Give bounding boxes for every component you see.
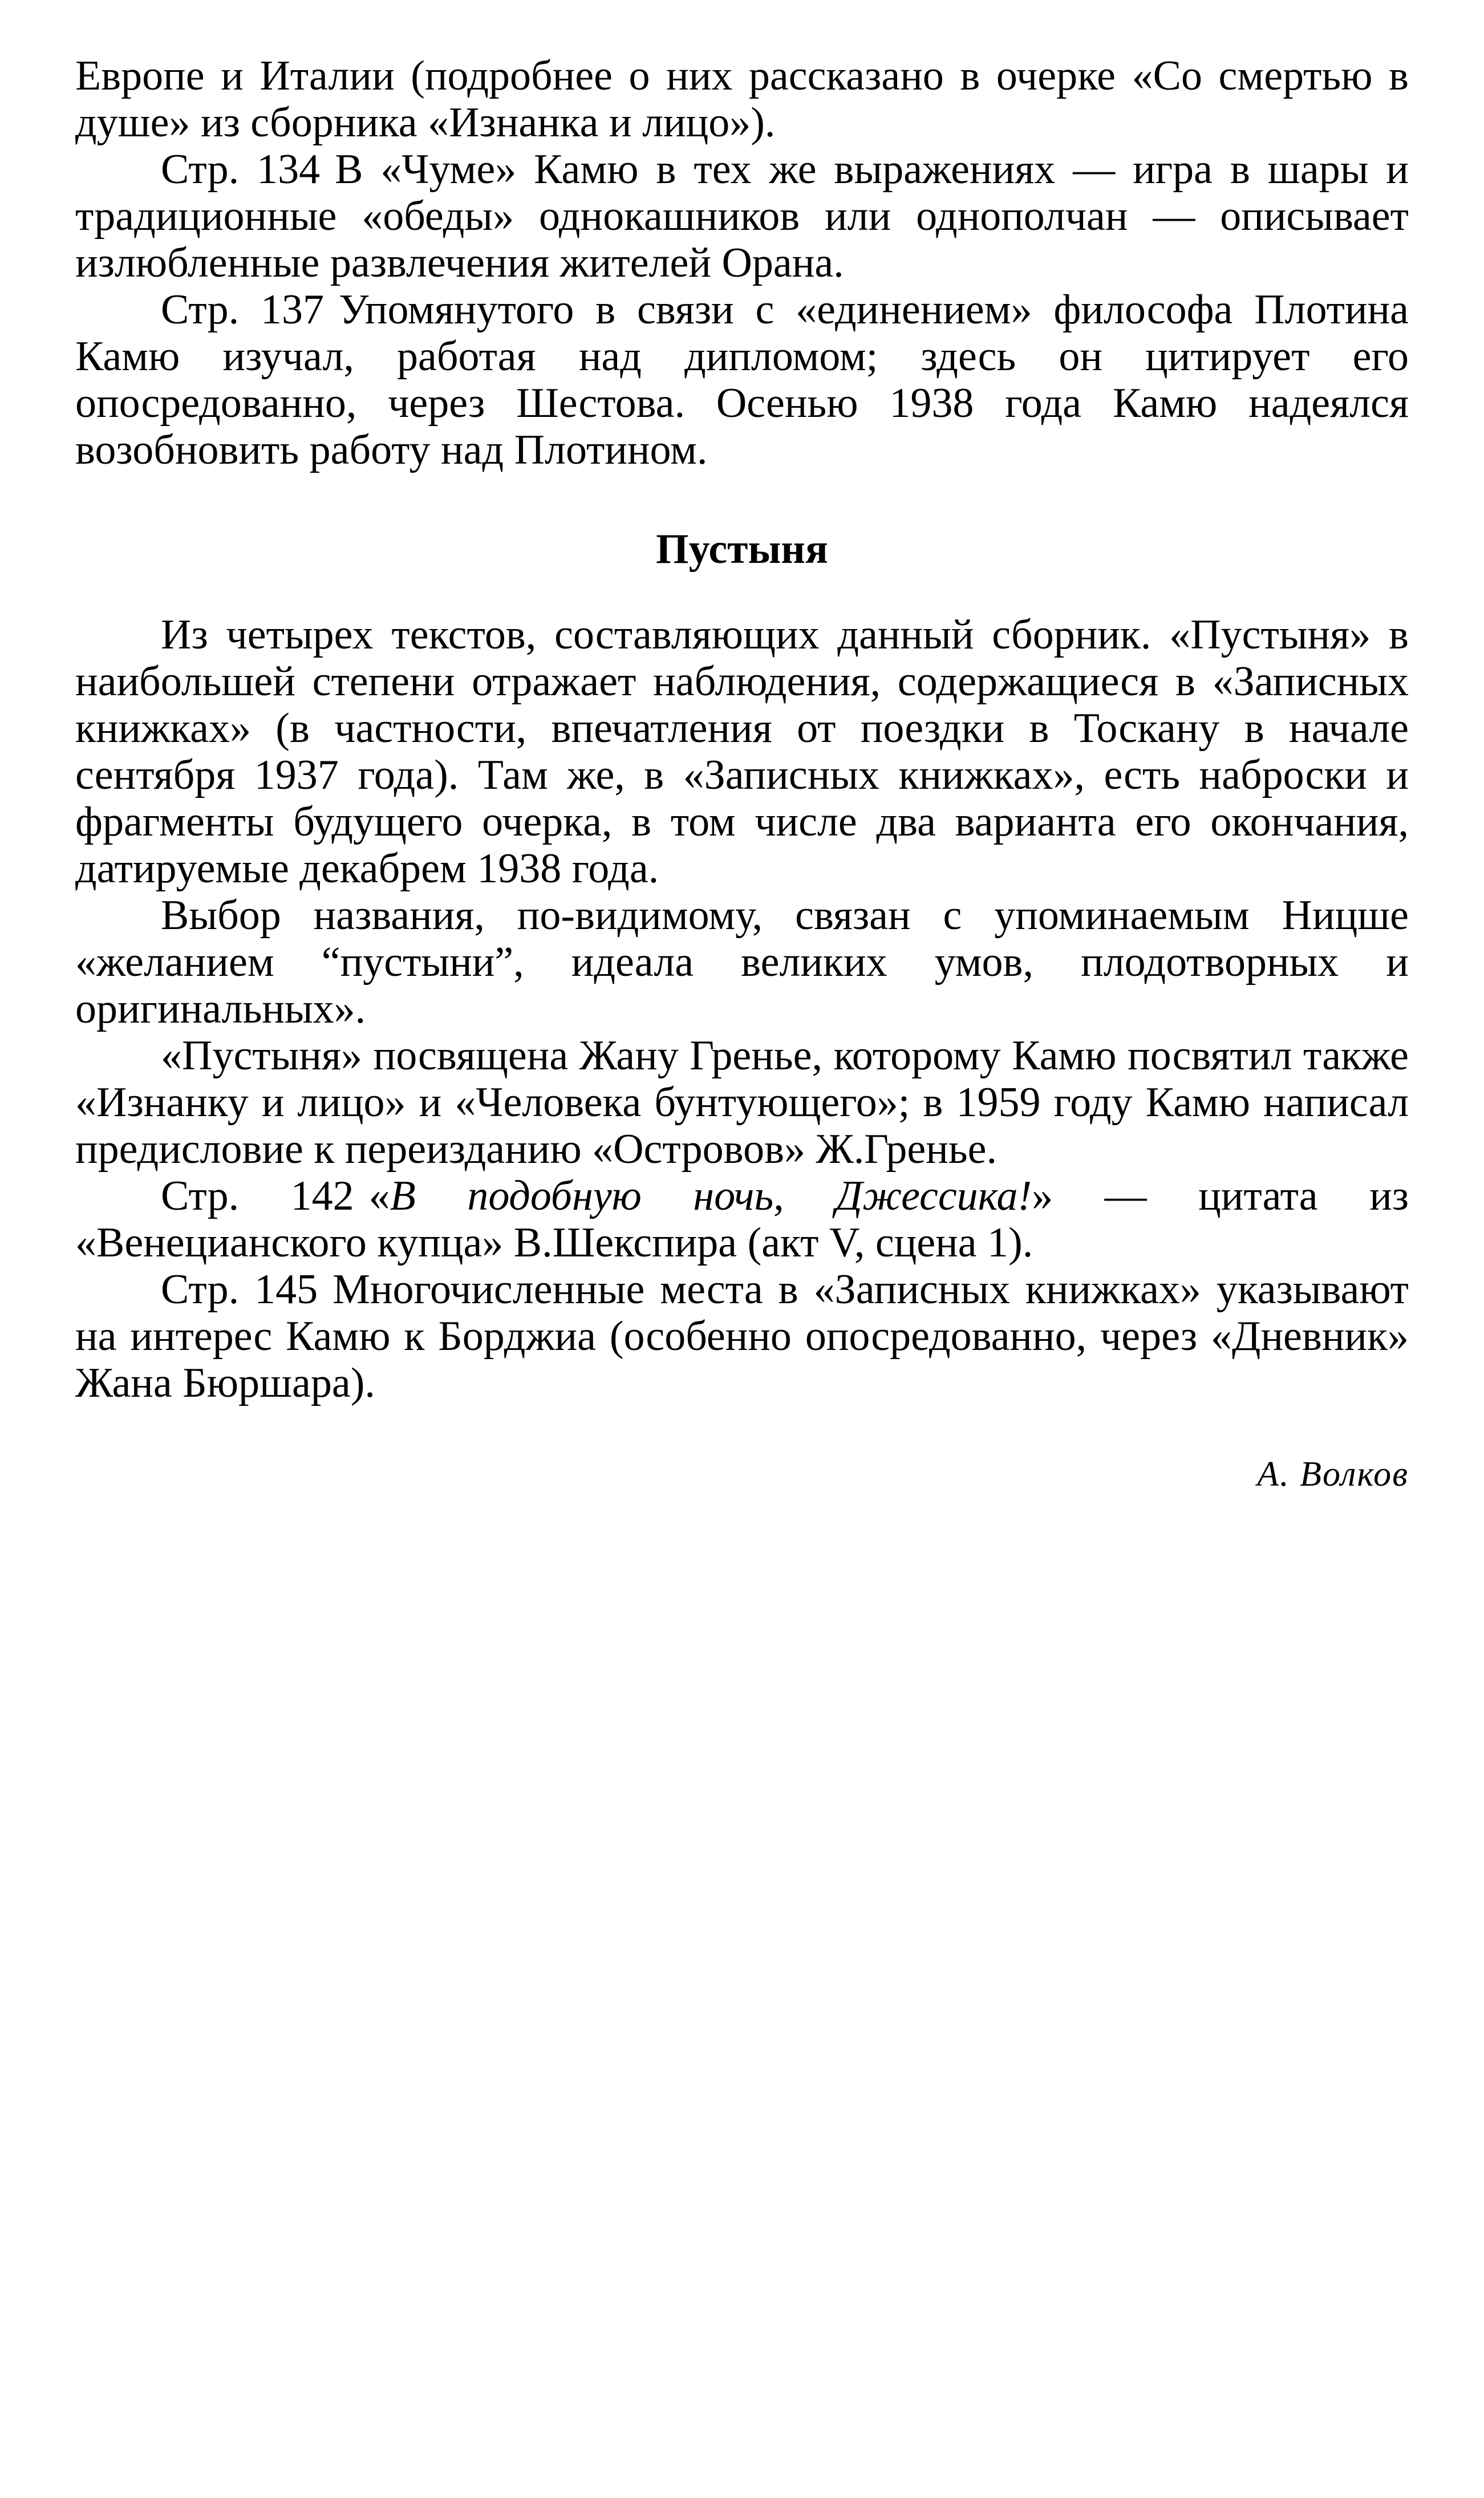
author-signature: А. Волков — [1257, 1455, 1409, 1494]
note-text: — цитата из «Венецианского купца» В.Шекспира (акт V, сцена 1). — [75, 1173, 1409, 1266]
note-text: Европе и Италии (подробнее о них рассказано в очерке «Со смертью в душе» из сборника «Изнанка и лицо»). — [75, 52, 1409, 146]
section-heading: Пустыня — [656, 526, 828, 573]
note-page-134 — [75, 146, 1409, 286]
section-paragraph — [75, 1032, 1409, 1173]
note-page-145 — [75, 1266, 1409, 1406]
page-reference: Стр. 145 — [161, 1266, 318, 1313]
quote-close-mark: » — [1032, 1173, 1053, 1219]
page-reference: Стр. 137 — [161, 286, 324, 333]
note-text: Упомянутого в связи с «единением» философа Плотина Камю изучал, работая над дипломом; здесь он цитирует его опосредованно, через Шестова. Осенью 1938 года Камю надеялся возобновить работу над Плотином. — [75, 286, 1409, 473]
italic-quotation: В подобную ночь, Джессика! — [390, 1173, 1032, 1219]
paragraph-text: Из четырех текстов, составляющих данный сборник. «Пустыня» в наибольшей степени отражает наблюдения, содержащиеся в «Записных книжках» (в частности, впечатления от поездки в Тоскану в начале сентября 1937 года). Там же, в «Записных книжках», есть наброски и фрагменты будущего очерка, в том числе два варианта его окончания, датируемые декабрем 1938 года. — [75, 611, 1409, 892]
note-text: Многочисленные места в «Записных книжках» указывают на интерес Камю к Борджиа (особенно опосредованно, через «Дневник» Жана Бюршара). — [75, 1266, 1409, 1406]
note-page-137 — [75, 286, 1409, 473]
quote-open-mark: « — [368, 1173, 390, 1219]
note-paragraph-continued — [75, 52, 1409, 146]
page-reference: Стр. 134 — [161, 146, 321, 193]
paragraph-text: Выбор названия, по-видимому, связан с упоминаемым Ницше «желанием “пустыни”, идеала великих умов, плодотворных и оригинальных». — [75, 892, 1409, 1032]
note-text: В «Чуме» Камю в тех же выражениях — игра в шары и традиционные «обеды» однокашников или однополчан — описывает излюбленные развлечения жителей Орана. — [75, 146, 1409, 286]
paragraph-text: «Пустыня» посвящена Жану Гренье, которому Камю посвятил также «Изнанку и лицо» и «Человека бунтующего»; в 1959 году Камю написал предисловие к переизданию «Островов» Ж.Гренье. — [75, 1032, 1409, 1173]
book-page — [75, 52, 1409, 1494]
note-page-142 — [75, 1173, 1409, 1266]
section-paragraph — [75, 611, 1409, 892]
page-reference: Стр. 142 — [161, 1173, 354, 1219]
section-paragraph — [75, 892, 1409, 1032]
